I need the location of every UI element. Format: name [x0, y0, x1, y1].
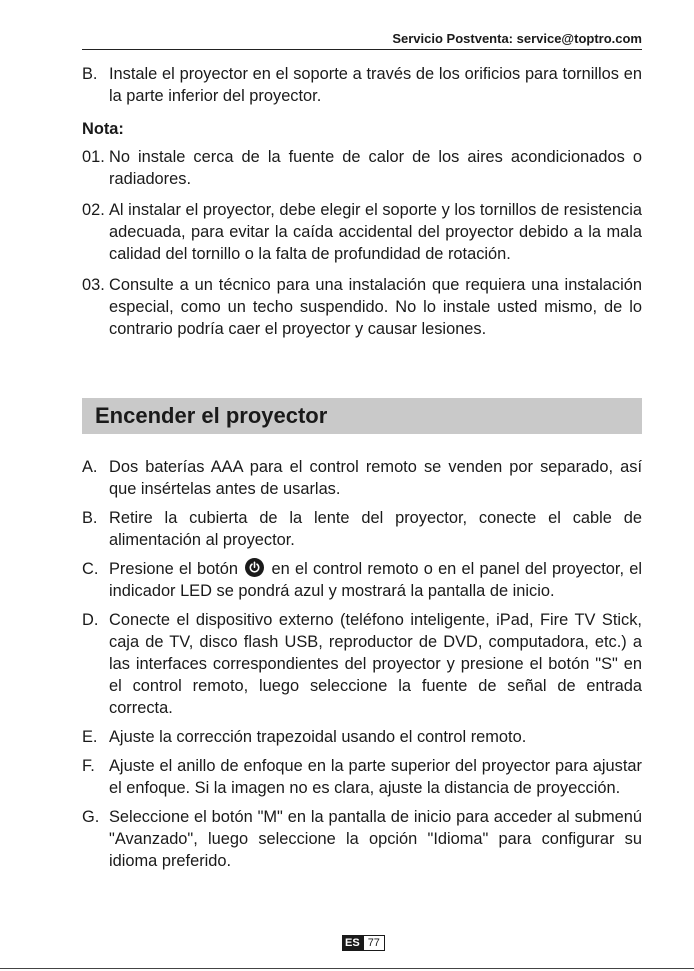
note-section	[82, 118, 642, 340]
item-text-after: en el control remoto o en el panel del proyector, el indicador LED se pondrá azul y mostrará la pantalla de inicio.	[109, 560, 643, 600]
item-marker: B.	[82, 65, 98, 83]
power-icon	[245, 558, 264, 577]
item-marker: 01.	[82, 148, 105, 166]
item-text: Instale el proyector en el soporte a través de los orificios para tornillos en la parte inferior del proyector.	[109, 65, 642, 105]
item-marker: A.	[82, 458, 98, 476]
item-text: Retire la cubierta de la lente del proyector, conecte el cable de alimentación al proyector.	[109, 509, 642, 549]
item-text: Seleccione el botón "M" en la pantalla de inicio para acceder al submenú "Avanzado", luego seleccione la opción "Idioma" para configurar su idioma preferido.	[109, 808, 642, 870]
bottom-divider	[0, 968, 694, 969]
item-marker: C.	[82, 560, 99, 578]
language-code: ES	[342, 935, 363, 951]
page-number: 77	[363, 935, 385, 951]
list-item	[82, 274, 642, 340]
service-contact-text: Servicio Postventa: service@toptro.com	[392, 31, 642, 46]
item-text: Ajuste el anillo de enfoque en la parte superior del proyector para ajustar el enfoque. Si la imagen no es clara, ajuste la distancia de proyección.	[109, 757, 642, 797]
list-item	[82, 507, 642, 551]
section-heading-bar	[82, 398, 642, 434]
item-text: Al instalar el proyector, debe elegir el soporte y los tornillos de resistencia adecuada, para evitar la caída accidental del proyector debido a la mala calidad del tornillo o la falta de profundidad de rotación.	[109, 201, 642, 263]
list-item	[82, 806, 642, 872]
list-item	[82, 609, 642, 719]
list-item	[82, 558, 642, 602]
list-item	[82, 199, 642, 265]
item-text: Dos baterías AAA para el control remoto se venden por separado, así que insértelas antes de usarlas.	[109, 458, 642, 498]
item-text: No instale cerca de la fuente de calor de los aires acondicionados o radiadores.	[109, 148, 642, 188]
item-text: Ajuste la corrección trapezoidal usando el control remoto.	[109, 728, 527, 746]
item-marker: G.	[82, 808, 100, 826]
install-step-b	[82, 63, 642, 107]
list-item	[82, 63, 642, 107]
item-text: Consulte a un técnico para una instalación que requiera una instalación especial, como un techo suspendido. No lo instale usted mismo, de lo contrario podría caer el proyector y causar lesiones.	[109, 276, 642, 338]
item-marker: F.	[82, 757, 95, 775]
item-marker: B.	[82, 509, 98, 527]
section-title: Encender el proyector	[95, 403, 328, 428]
power-on-steps	[82, 456, 642, 872]
item-text-before: Presione el botón	[109, 560, 238, 578]
list-item	[82, 456, 642, 500]
note-title: Nota:	[82, 120, 124, 138]
page-header	[82, 30, 642, 50]
list-item	[82, 726, 642, 748]
item-marker: E.	[82, 728, 98, 746]
list-item	[82, 755, 642, 799]
item-marker: D.	[82, 611, 99, 629]
list-item	[82, 146, 642, 190]
item-marker: 02.	[82, 201, 105, 219]
page-number-badge	[342, 935, 385, 951]
item-text: Conecte el dispositivo externo (teléfono inteligente, iPad, Fire TV Stick, caja de TV, disco flash USB, reproductor de DVD, computadora, etc.) a las interfaces correspondientes del proyector y presione el botón "S" en el control remoto, luego seleccione la fuente de señal de entrada correcta.	[109, 611, 642, 717]
item-marker: 03.	[82, 276, 105, 294]
